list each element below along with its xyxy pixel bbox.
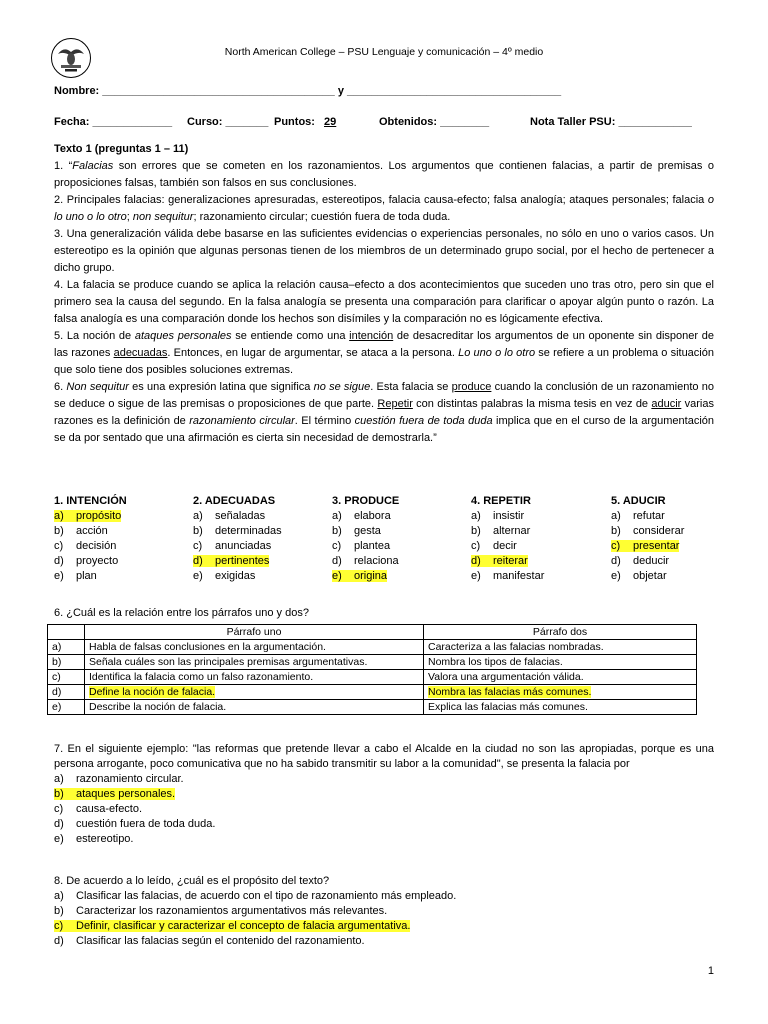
- question-title: 1. INTENCIÓN: [54, 495, 127, 507]
- answer-option[interactable]: d) deducir: [611, 555, 670, 567]
- answer-option[interactable]: a) elabora: [332, 510, 391, 522]
- answer-option[interactable]: d) proyecto: [54, 555, 119, 567]
- answer-option[interactable]: c) presentar: [611, 540, 680, 552]
- question-title: 5. ADUCIR: [611, 495, 666, 507]
- paragraph-6: 6. Non sequitur es una expresión latina que significa no se sigue. Esta falacia se produce cuando la conclusión de un razonamiento no se deduce o sigue de las premisas o proposiciones de que parte. Repetir con distintas palabras la misma tesis en vez de aducir varias razones es la definición de razonamiento circular. El término cuestión fuera de toda duda implica que en el curso de la argumentación se da por sentado que una afirmación es cierta sin necesidad de demostrarla.”: [54, 381, 714, 444]
- paragraph-2: 2. Principales falacias: generalizaciones apresuradas, estereotipos, falacia causa-efecto; falsa analogía; ataques personales; falacia o lo uno o lo otro; non sequitur; razonamiento circular; cuestión fuera de toda duda.: [54, 194, 714, 223]
- curso-field[interactable]: _______: [225, 116, 269, 128]
- answer-option[interactable]: b) alternar: [471, 525, 531, 537]
- nota-label: Nota Taller PSU:: [530, 116, 616, 128]
- fecha-field[interactable]: _____________: [92, 116, 173, 128]
- answer-option[interactable]: c) plantea: [332, 540, 391, 552]
- answer-option[interactable]: a) propósito: [54, 510, 122, 522]
- answer-option[interactable]: a) refutar: [611, 510, 665, 522]
- question-title: 4. REPETIR: [471, 495, 531, 507]
- answer-option[interactable]: b) considerar: [611, 525, 685, 537]
- answer-option[interactable]: c) anunciadas: [193, 540, 272, 552]
- answer-option[interactable]: b) ataques personales.: [54, 788, 176, 800]
- obtenidos-field[interactable]: ________: [440, 116, 490, 128]
- nombre-label: Nombre:: [54, 85, 100, 97]
- answer-option[interactable]: e) objetar: [611, 570, 667, 582]
- table-row[interactable]: e) Describe la noción de falacia. Explica las falacias más comunes.: [48, 700, 697, 715]
- answer-option[interactable]: b) acción: [54, 525, 108, 537]
- vocab-question-5: [611, 494, 736, 584]
- answer-option[interactable]: a) Clasificar las falacias, de acuerdo con el tipo de razonamiento más empleado.: [54, 890, 457, 902]
- column-header: Párrafo dos: [424, 625, 697, 640]
- fecha-row: [54, 116, 172, 128]
- question-title: 3. PRODUCE: [332, 495, 400, 507]
- vocab-question-4: [471, 494, 596, 584]
- question-stem: 7. En el siguiente ejemplo: "las reformas que pretende llevar a cabo el Alcalde en la ciudad no son las apropiadas, porque es una persona arrogante, poco comunicativa que no ha sabido transmitir su labor a la comunidad", se presenta la falacia por: [54, 743, 714, 770]
- header-title: North American College – PSU Lenguaje y comunicación – 4º medio: [224, 46, 544, 58]
- answer-option[interactable]: c) causa-efecto.: [54, 803, 143, 815]
- y-label: y: [337, 85, 344, 97]
- question-6-stem: 6. ¿Cuál es la relación entre los párrafos uno y dos?: [54, 607, 309, 619]
- answer-option[interactable]: b) determinadas: [193, 525, 282, 537]
- question-title: 2. ADECUADAS: [193, 495, 276, 507]
- question-8: [54, 874, 714, 949]
- obtenidos-row: [379, 116, 489, 128]
- vocab-question-1: [54, 494, 179, 584]
- table-row[interactable]: a) Habla de falsas conclusiones en la argumentación. Caracteriza a las falacias nombradas.: [48, 640, 697, 655]
- puntos-label: Puntos:: [274, 116, 315, 128]
- fecha-label: Fecha:: [54, 116, 90, 128]
- answer-option[interactable]: d) pertinentes: [193, 555, 270, 567]
- curso-row: [187, 116, 268, 128]
- puntos-row: [274, 116, 336, 128]
- answer-option[interactable]: e) estereotipo.: [54, 833, 134, 845]
- answer-option[interactable]: e) plan: [54, 570, 97, 582]
- texto-title: Texto 1 (preguntas 1 – 11): [54, 143, 189, 155]
- answer-option[interactable]: a) razonamiento circular.: [54, 773, 184, 785]
- second-name-field[interactable]: ___________________________________: [347, 85, 562, 97]
- answer-option[interactable]: d) cuestión fuera de toda duda.: [54, 818, 216, 830]
- question-6-table: [47, 624, 697, 715]
- curso-label: Curso:: [187, 116, 223, 128]
- school-logo: [50, 37, 92, 79]
- answer-option[interactable]: c) decir: [471, 540, 517, 552]
- reading-text: [54, 158, 714, 447]
- column-header: Párrafo uno: [85, 625, 424, 640]
- question-stem: 8. De acuerdo a lo leído, ¿cuál es el propósito del texto?: [54, 875, 330, 887]
- answer-option[interactable]: b) Caracterizar los razonamientos argumentativos más relevantes.: [54, 905, 388, 917]
- nombre-field[interactable]: ______________________________________: [102, 85, 335, 97]
- question-7: [54, 742, 714, 847]
- paragraph-4: 4. La falacia se produce cuando se aplica la relación causa–efecto a dos acontecimientos que suceden uno tras otro, pero sin que el primero sea la causa del segundo. En la falsa analogía se presenta una comparación para clarificar o apoyar algún punto o razón. La falsa analogía es una comparación donde los hechos son disímiles y la comparación no es lógicamente efectiva.: [54, 279, 714, 325]
- answer-option[interactable]: e) exigidas: [193, 570, 256, 582]
- vocab-question-2: [193, 494, 318, 584]
- paragraph-1: 1. “Falacias son errores que se cometen en los razonamientos. Los argumentos que contienen falacias, a partir de premisas o proposiciones falsas, también son falsos en sus conclusiones.: [54, 160, 714, 189]
- paragraph-3: 3. Una generalización válida debe basarse en las suficientes evidencias o experiencias personales, no sólo en uno o varios casos. Un estereotipo es la opinión que algunas personas tienen de los miembros de un determinado grupo social, por el hecho de pertenecer a dicho grupo.: [54, 228, 714, 274]
- answer-option[interactable]: b) gesta: [332, 525, 381, 537]
- answer-option[interactable]: c) decisión: [54, 540, 117, 552]
- vocab-question-3: [332, 494, 457, 584]
- page-number: 1: [707, 965, 714, 977]
- obtenidos-label: Obtenidos:: [379, 116, 438, 128]
- puntos-value: 29: [324, 116, 337, 128]
- answer-option[interactable]: a) insistir: [471, 510, 525, 522]
- table-row[interactable]: b) Señala cuáles son las principales premisas argumentativas. Nombra los tipos de falacias.: [48, 655, 697, 670]
- answer-option[interactable]: e) manifestar: [471, 570, 545, 582]
- answer-option[interactable]: d) reiterar: [471, 555, 528, 567]
- paragraph-5: 5. La noción de ataques personales se entiende como una intención de desacreditar los argumentos de un oponente sin disponer de las razones adecuadas. Entonces, en lugar de argumentar, se ataca a la persona. Lo uno o lo otro se refiere a un problema o situación que solo tiene dos posibles soluciones extremas.: [54, 330, 715, 376]
- answer-option[interactable]: d) relaciona: [332, 555, 399, 567]
- table-header-row: [48, 625, 697, 640]
- answer-option[interactable]: c) Definir, clasificar y caracterizar el concepto de falacia argumentativa.: [54, 920, 411, 932]
- answer-option[interactable]: d) Clasificar las falacias según el contenido del razonamiento.: [54, 935, 365, 947]
- answer-option[interactable]: a) señaladas: [193, 510, 266, 522]
- nombre-row: [54, 85, 561, 97]
- nota-field[interactable]: ____________: [618, 116, 692, 128]
- nota-row: [530, 116, 692, 128]
- table-row[interactable]: d) Define la noción de falacia. Nombra las falacias más comunes.: [48, 685, 697, 700]
- table-row[interactable]: c) Identifica la falacia como un falso razonamiento. Valora una argumentación válida.: [48, 670, 697, 685]
- answer-option[interactable]: e) origina: [332, 570, 388, 582]
